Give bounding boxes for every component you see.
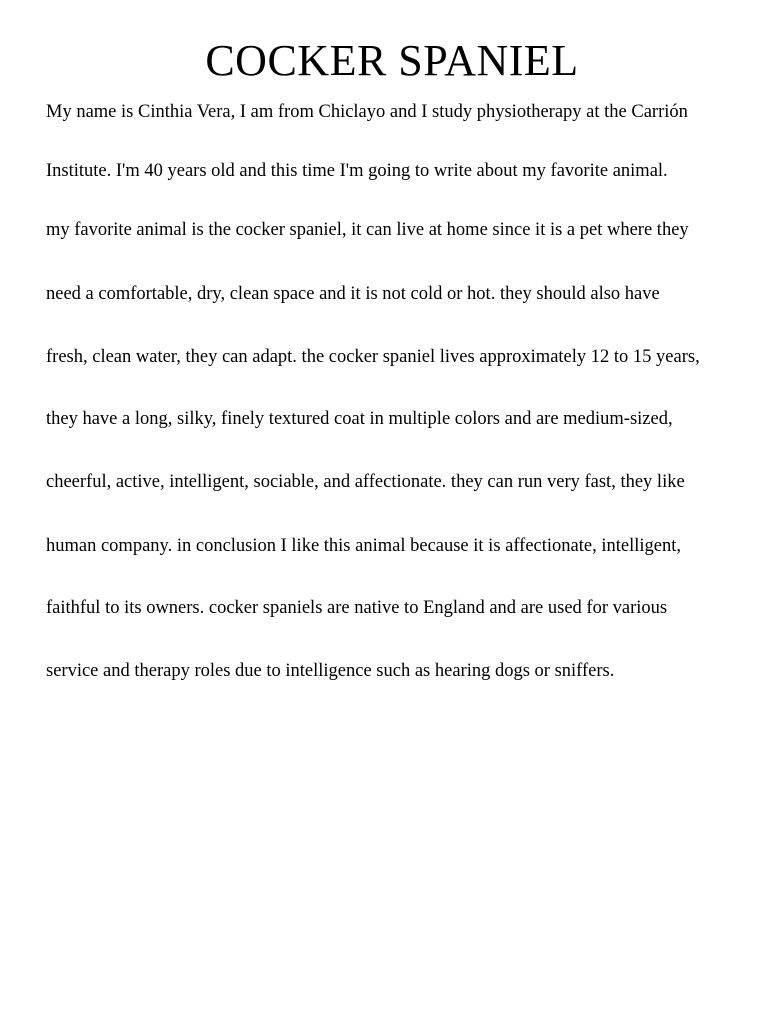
text-line: they have a long, silky, finely textured coat in multiple colors and are medium-sized, [46,409,673,429]
text-line: Institute. I'm 40 years old and this time I'm going to write about my favorite animal. [46,161,668,181]
text-line: service and therapy roles due to intelligence such as hearing dogs or sniffers. [46,661,615,681]
text-line: need a comfortable, dry, clean space and it is not cold or hot. they should also have [46,284,660,304]
text-line: faithful to its owners. cocker spaniels are native to England and are used for various [46,598,668,618]
document-title: COCKER SPANIEL [205,36,579,85]
text-line: cheerful, active, intelligent, sociable, and affectionate. they can run very fast, they like [46,472,685,492]
text-line: human company. in conclusion I like this animal because it is affectionate, intelligent, [46,536,681,556]
text-line: fresh, clean water, they can adapt. the cocker spaniel lives approximately 12 to 15 years, [46,347,700,367]
text-line: My name is Cinthia Vera, I am from Chiclayo and I study physiotherapy at the Carrión [46,102,688,122]
text-line: my favorite animal is the cocker spaniel, it can live at home since it is a pet where they [46,220,689,240]
